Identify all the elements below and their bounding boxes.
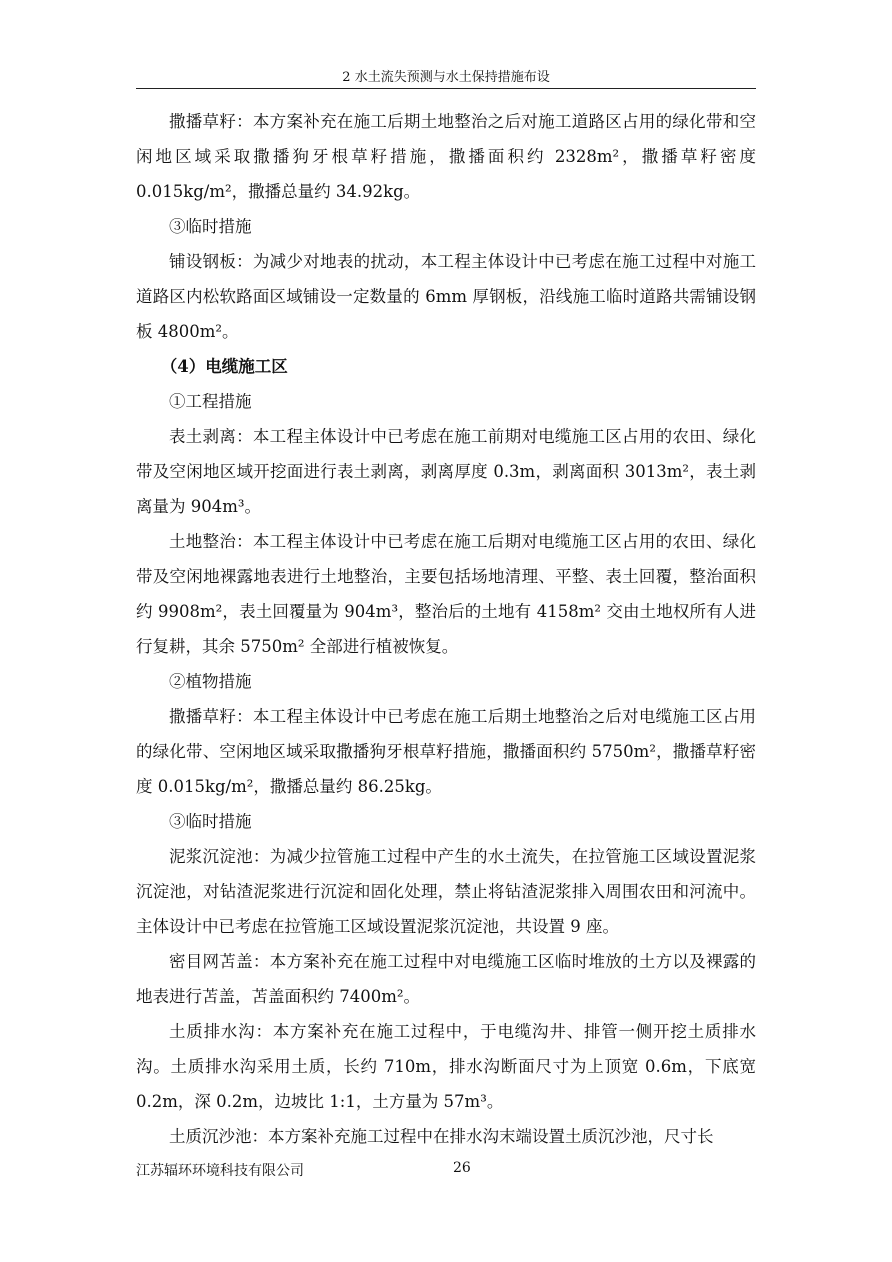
paragraph-land-reclamation: 土地整治：本工程主体设计中已考虑在施工后期对电缆施工区占用的农田、绿化带及空闲地裸露地表进行土地整治，主要包括场地清理、平整、表土回覆，整治面积约 9908m²，表土回覆量为 904m³，整治后的土地有 4158m² 交由土地权所有人进行复耕，其余 5750m² 全部进行植被恢复。 xyxy=(136,532,756,656)
paragraph-mesh-covering: 密目网苫盖：本方案补充在施工过程中对电缆施工区临时堆放的土方以及裸露的地表进行苫盖，苫盖面积约 7400m²。 xyxy=(136,952,756,1006)
section-heading-cable-area: （4）电缆施工区 xyxy=(160,357,288,376)
page-body xyxy=(136,104,756,1154)
paragraph-sowing-grass-cable: 撒播草籽：本工程主体设计中已考虑在施工后期土地整治之后对电缆施工区占用的绿化带、空闲地区域采取撒播狗牙根草籽措施，撒播面积约 5750m²，撒播草籽密度 0.015kg/m²，撒播总量约 86.25kg。 xyxy=(136,707,756,796)
subheading-engineering-measures: ①工程措施 xyxy=(169,392,252,411)
paragraph-sowing-grass-road: 撒播草籽：本方案补充在施工后期土地整治之后对施工道路区占用的绿化带和空闲地区域采取撒播狗牙根草籽措施，撒播面积约 2328m²，撒播草籽密度 0.015kg/m²，撒播总量约 34.92kg。 xyxy=(136,112,756,201)
paragraph-mud-settling-pond: 泥浆沉淀池：为减少拉管施工过程中产生的水土流失，在拉管施工区域设置泥浆沉淀池，对钻渣泥浆进行沉淀和固化处理，禁止将钻渣泥浆排入周围农田和河流中。主体设计中已考虑在拉管施工区域设置泥浆沉淀池，共设置 9 座。 xyxy=(136,847,756,936)
page-header: 2 水土流失预测与水土保持措施布设 xyxy=(342,70,550,85)
header-rule xyxy=(136,88,756,89)
paragraph-steel-plates: 铺设钢板：为减少对地表的扰动，本工程主体设计中已考虑在施工过程中对施工道路区内松软路面区域铺设一定数量的 6mm 厚钢板，沿线施工临时道路共需铺设钢板 4800m²。 xyxy=(136,252,756,341)
paragraph-sand-basin: 土质沉沙池：本方案补充施工过程中在排水沟末端设置土质沉沙池，尺寸长 xyxy=(169,1127,714,1146)
subheading-temporary-measures-2: ③临时措施 xyxy=(169,812,252,831)
subheading-temporary-measures: ③临时措施 xyxy=(169,217,252,236)
subheading-plant-measures: ②植物措施 xyxy=(169,672,252,691)
page-number: 26 xyxy=(453,1160,471,1176)
footer-company: 江苏辐环环境科技有限公司 xyxy=(136,1163,304,1179)
paragraph-drainage-ditch: 土质排水沟：本方案补充在施工过程中，于电缆沟井、排管一侧开挖土质排水沟。土质排水沟采用土质，长约 710m，排水沟断面尺寸为上顶宽 0.6m，下底宽 0.2m，深 0.2m，边坡比 1:1，土方量为 57m³。 xyxy=(136,1022,756,1111)
paragraph-topsoil-stripping: 表土剥离：本工程主体设计中已考虑在施工前期对电缆施工区占用的农田、绿化带及空闲地区域开挖面进行表土剥离，剥离厚度 0.3m，剥离面积 3013m²，表土剥离量为 904m³。 xyxy=(136,427,756,516)
